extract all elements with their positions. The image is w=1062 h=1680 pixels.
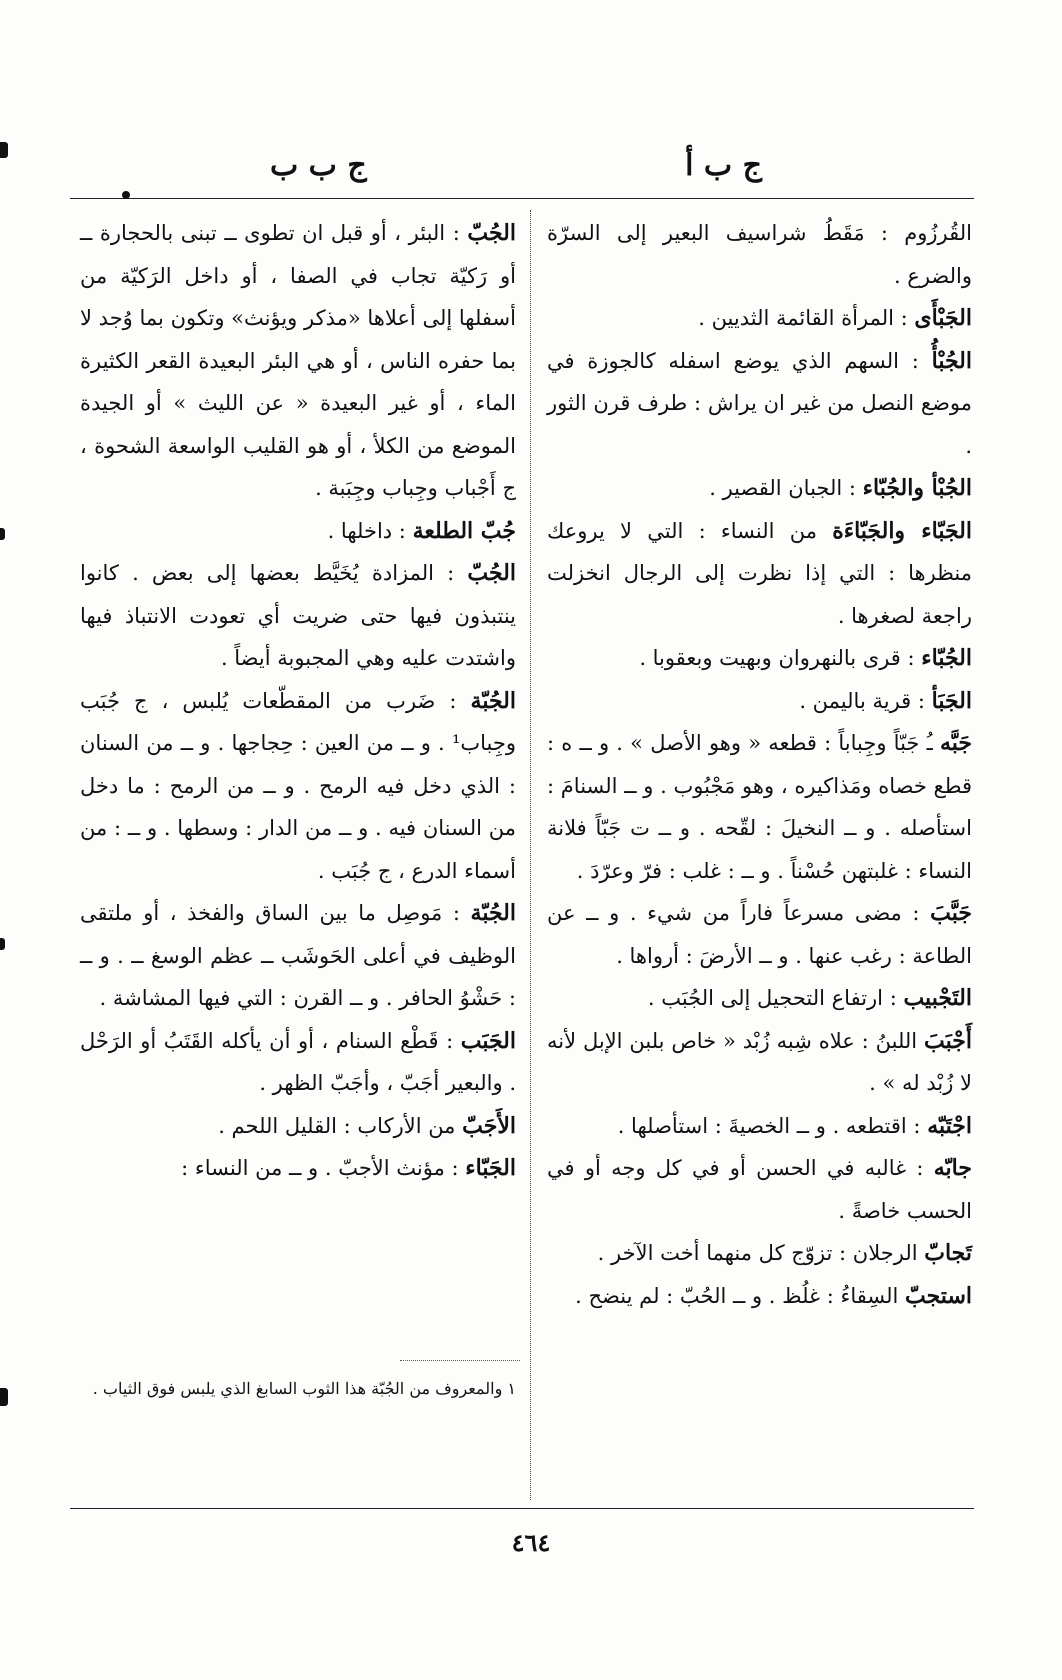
entry-headword: التَجْبيب (903, 985, 972, 1011)
dictionary-entry (547, 722, 972, 892)
entry-headword: الجَبَأ (931, 687, 972, 714)
entry-headword: الجُبْأ والجُبّاء (862, 475, 972, 501)
entry-headword: استجبّ (905, 1282, 972, 1309)
entry-definition: اللبنُ : علاه شِبه زُبْد « خاص بلبن الإبل لأنه لا زُبْد له » . (547, 1028, 972, 1095)
entry-headword: الجُبّاء (921, 645, 972, 671)
entry-definition: من الأركاب : القليل اللحم . (218, 1113, 456, 1138)
entry-definition: : الجبان القصير . (709, 476, 856, 500)
entry-headword: الجُبّة (470, 687, 516, 714)
dictionary-entry (547, 892, 972, 977)
entry-definition: القُرزُوم : مَقَطُ شراسيف البعير إلى السرّة والضرع . (547, 221, 972, 288)
entry-definition: : قرية باليمن . (799, 688, 925, 713)
dictionary-entry (80, 510, 516, 553)
entry-headword: الجُبّ (467, 220, 516, 246)
entry-definition: : اقتطعه . و ــ الخصيةَ : استأصلها . (617, 1113, 921, 1138)
entry-definition: : المزادة يُخَيَّط بعضها إلى بعض . كانوا ينتبذون فيها حتى ضريت أي تعودت الانتباذ فيها واشتدت عليه وهي المجبوبة أيضاً . (80, 561, 516, 670)
entry-headword: جَبَّه (939, 730, 972, 756)
entry-definition: السِقاءُ : غلُظ . و ــ الحُبّ : لم ينضح . (575, 1283, 899, 1308)
entry-definition: : غالبه في الحسن أو في كل وجه أو في الحسب خاصةً . (547, 1156, 972, 1223)
entry-definition: : مؤنث الأجبّ . و ــ من النساء : (181, 1156, 459, 1180)
dictionary-entry (547, 212, 972, 297)
entry-definition: : داخلها . (327, 518, 406, 543)
dictionary-entry (80, 1147, 516, 1190)
entry-definition: ـُ جَبّاً وجِباباً : قطعه « وهو الأصل » . و ــ ه : قطع خصاه ومَذاكيره ، وهو مَجْبُوب . و ــ السنامَ : استأصله . و ــ النخيلَ : لقّحه . و ــ ت جَبّاً فلانة النساء : غلبتهن حُسْناً . و ــ : غلب : فرّ وعرّدَ . (547, 731, 972, 883)
entry-definition: : المرأة القائمة الثديين . (698, 306, 908, 330)
edge-mark (0, 938, 5, 950)
entry-headword: الجَبّاء والجَبّاءَة (832, 517, 972, 544)
entry-definition: : ارتفاع التحجيل إلى الجُبَب . (647, 986, 897, 1010)
dictionary-entry (547, 1232, 972, 1275)
dictionary-entry (80, 212, 516, 510)
entry-definition: : السهم الذي يوضع اسفله كالجوزة في موضع النصل من غير ان يراش : طرف قرن الثور . (547, 348, 972, 458)
header-left-root: ج ب ب (270, 148, 367, 183)
bottom-rule (70, 1508, 974, 1509)
entry-definition: : مَوصِل ما بين الساق والفخذ ، أو ملتقى الوظيف في أعلى الحَوشَب ــ عظم الوسغ ــ . و ــ : حَشْوُ الحافر . و ــ القرن : التي فيها المشاشة . (80, 901, 516, 1010)
right-column (547, 212, 972, 1317)
dictionary-entry (80, 1105, 516, 1148)
entry-headword: الجُبّ (467, 560, 516, 586)
dictionary-entry (547, 1020, 972, 1105)
entry-headword: تَجابّ (924, 1240, 972, 1266)
dictionary-entry (80, 892, 516, 1020)
dictionary-entry (547, 637, 972, 680)
entry-definition: : البئر ، أو قبل ان تطوى ــ تبنى بالحجارة ــ أو رَكيّة تجاب في الصفا ، أو داخل الرَكيّة من أسفلها إلى أعلاها «مذكر ويؤنث» وتكون بما وُجد لا بما حفره الناس ، أو هي البئر البعيدة القعر الكثيرة الماء ، أو غير البعيدة « عن الليث » أو الجيدة الموضع من الكلأ ، أو هو القليب الواسعة الشحوة ، ج أَجْباب وجِباب وجِبَبة . (80, 221, 516, 500)
dictionary-entry (547, 340, 972, 468)
entry-definition: : قرى بالنهروان وبهيت وبعقوبا . (639, 646, 915, 670)
entry-headword: الجُبْأُ (931, 347, 972, 374)
edge-mark (0, 528, 5, 540)
dictionary-entry (547, 1105, 972, 1148)
header-right-root: ج ب أ (685, 148, 762, 183)
entry-headword: الجَبّاء (465, 1155, 516, 1181)
entry-headword: الجُبّة (470, 900, 516, 926)
entry-definition: الرجلان : تزوّج كل منهما أخت الآخر . (597, 1241, 918, 1265)
footnote: ١ والمعروف من الجُبّة هذا الثوب السابغ الذي يلبس فوق الثياب . (92, 1379, 516, 1398)
entry-headword: الجَبَب (460, 1027, 516, 1054)
entry-headword: الجَبْأَى (914, 305, 972, 331)
dictionary-entry (80, 1020, 516, 1105)
dictionary-entry (547, 977, 972, 1020)
top-rule (70, 198, 974, 199)
entry-definition: من النساء : التي لا يروعك منظرها : التي إذا نظرت إلى الرجال انخزلت راجعة لصغرها . (547, 518, 972, 628)
dictionary-entry (547, 680, 972, 723)
dictionary-entry (547, 297, 972, 340)
footnote-separator (400, 1360, 520, 1361)
column-divider (530, 210, 531, 1500)
dictionary-entry (547, 1275, 972, 1318)
left-column (80, 212, 516, 1190)
dictionary-entry (547, 510, 972, 638)
dictionary-entry (547, 1147, 972, 1232)
entry-definition: : ضَرب من المقطّعات يُلبس ، ج جُبَب وجِباب¹ . و ــ من العين : حِجاجها . و ــ من السنان : الذي دخل فيه الرمح . و ــ من الرمح : ما دخل من السنان فيه . و ــ من الدار : وسطها . و ــ : من أسماء الدرع ، ج جُبَب . (80, 688, 516, 883)
entry-headword: جابّه (933, 1155, 972, 1181)
page-number: ٤٦٤ (511, 1528, 551, 1557)
entry-headword: الأَجَبّ (462, 1112, 516, 1139)
entry-headword: أَجْبَبَ (924, 1027, 972, 1054)
entry-definition: : قَطْع السنام ، أو أن يأكله القَتَبُ أو الرَحْل . والبعير أجَبّ ، وأجَبّ الظهر . (80, 1028, 516, 1095)
entry-headword: جُبّ الطلعة (412, 517, 516, 544)
dictionary-entry (80, 552, 516, 680)
edge-mark (0, 1388, 8, 1406)
dictionary-entry (547, 467, 972, 510)
header-dot (122, 191, 130, 199)
edge-mark (0, 142, 8, 158)
entry-headword: اجْتَبّه (927, 1112, 972, 1139)
entry-definition: : مضى مسرعاً فاراً من شيء . و ــ عن الطاعة : رغب عنها . و ــ الأرضَ : أرواها . (547, 901, 972, 968)
dictionary-entry (80, 680, 516, 893)
entry-headword: جَبَّبَ (930, 900, 972, 926)
